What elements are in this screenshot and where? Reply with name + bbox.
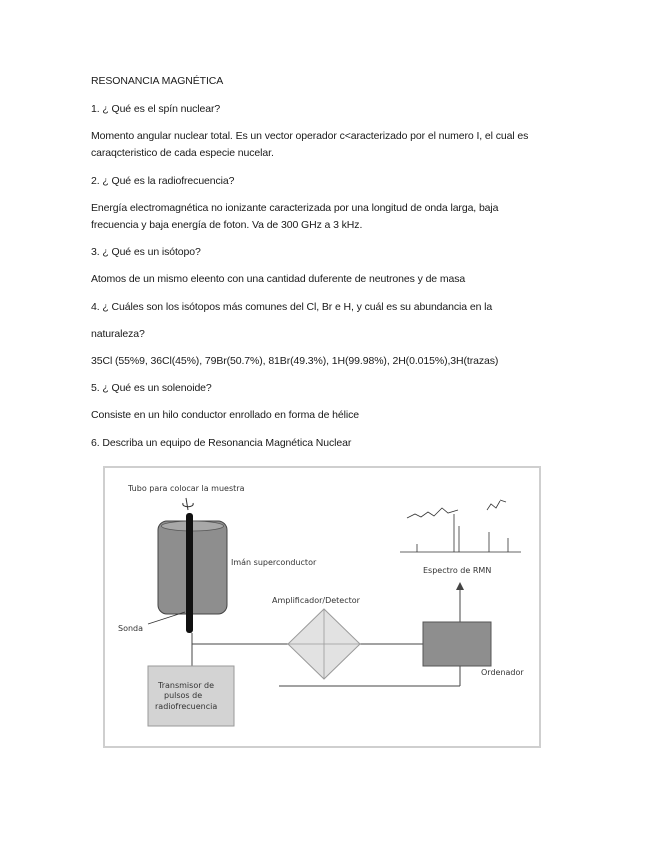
- question-4-line-2: naturaleza?: [91, 328, 145, 340]
- spectrum-label: Espectro de RMN: [423, 566, 492, 575]
- question-4-line-1: 4. ¿ Cuáles son los isótopos más comunes del Cl, Br e H, y cuál es su abundancia en la: [91, 301, 493, 313]
- computer-box: [423, 622, 491, 666]
- answer-3: Atomos de un mismo eleento con una cantidad duferente de neutrones y de masa: [91, 273, 466, 285]
- answer-4: 35Cl (55%9, 36Cl(45%), 79Br(50.7%), 81Br(49.3%), 1H(99.98%), 2H(0.015%),3H(trazas): [91, 355, 499, 367]
- tube-label: Tubo para colocar la muestra: [128, 484, 245, 493]
- answer-2-line-1: Energía electromagnética no ionizante caracterizada por una longitud de onda larga, baja: [91, 202, 499, 214]
- answer-1-line-2: caraqcteristico de cada especie nucelar.: [91, 147, 274, 159]
- transmitter-line-2: pulsos de: [164, 691, 203, 700]
- question-2: 2. ¿ Qué es la radiofrecuencia?: [91, 175, 235, 187]
- magnet-label: Imán superconductor: [231, 558, 317, 567]
- computer-label: Ordenador: [481, 668, 524, 677]
- answer-1-line-1: Momento angular nuclear total. Es un vector operador c<aracterizado por el numero I, el cual es: [91, 130, 529, 142]
- document-title: RESONANCIA MAGNÉTICA: [91, 75, 224, 87]
- question-5: 5. ¿ Qué es un solenoide?: [91, 382, 212, 394]
- answer-2-line-2: frecuencia y baja energía de foton. Va de 300 GHz a 3 kHz.: [91, 219, 363, 231]
- question-6: 6. Describa un equipo de Resonancia Magnética Nuclear: [91, 437, 352, 449]
- transmitter-line-3: radiofrecuencia: [155, 702, 218, 711]
- transmitter-line-1: Transmisor de: [158, 681, 215, 690]
- question-1: 1. ¿ Qué es el spín nuclear?: [91, 103, 221, 115]
- amplifier-label: Amplificador/Detector: [272, 596, 360, 605]
- sample-tube: [186, 513, 193, 633]
- probe-label: Sonda: [118, 624, 144, 633]
- question-3: 3. ¿ Qué es un isótopo?: [91, 246, 201, 258]
- answer-5: Consiste en un hilo conductor enrollado en forma de hélice: [91, 409, 359, 421]
- nmr-equipment-diagram: [103, 466, 541, 748]
